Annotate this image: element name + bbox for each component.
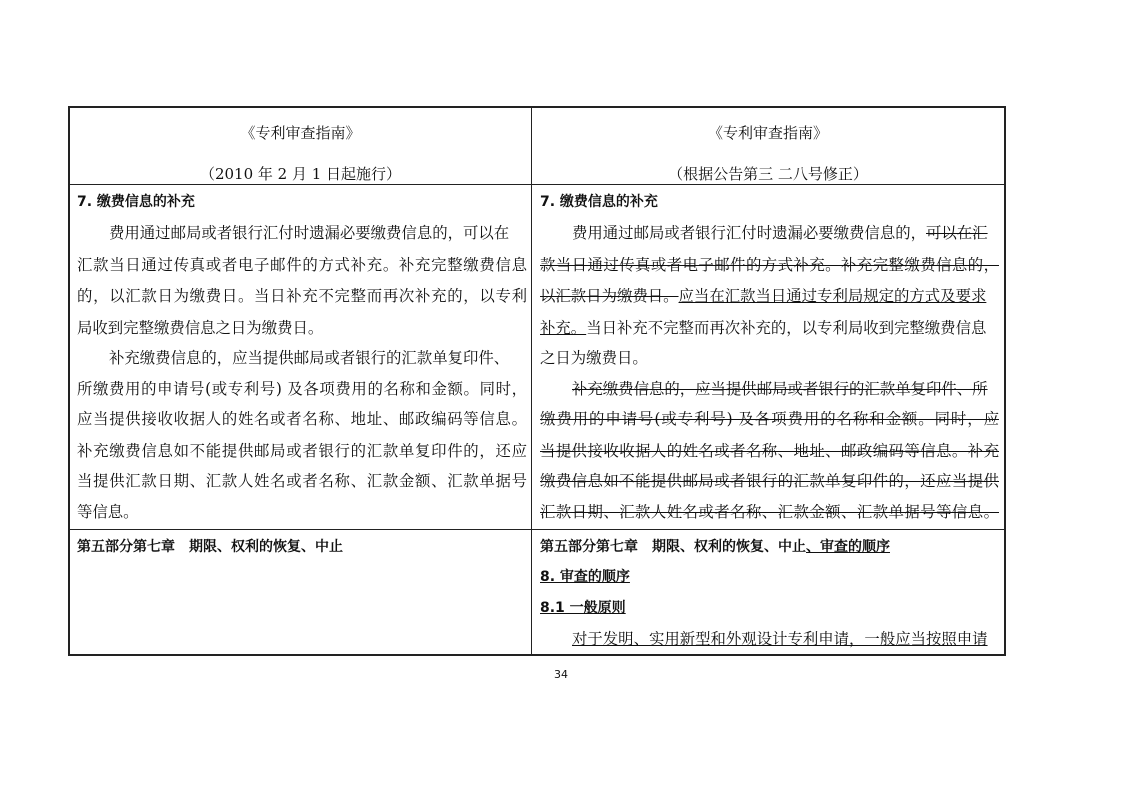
inserted-text: 应当在汇款当日通过专利局规定的方式及要求 <box>678 287 987 305</box>
left-content-cell <box>77 185 527 529</box>
deleted-text: 以汇款日为缴费日。 <box>540 287 679 305</box>
column-divider <box>531 106 532 656</box>
section-8-heading: 8. 审查的顺序 <box>540 569 630 585</box>
left-p2-line: 补充缴费信息的，应当提供邮局或者银行的汇款单复印件、 <box>109 349 510 367</box>
right-p1-line <box>540 318 986 338</box>
left-p2-line: 所缴费用的申请号(或专利号) 及各项费用的名称和金额。同时， <box>77 380 527 398</box>
deleted-text: 款当日通过传真或者电子邮件的方式补充。补充完整缴费信息的， <box>540 256 999 274</box>
right-content-cell <box>540 185 999 529</box>
inserted-text: 补充。 <box>540 319 587 337</box>
deleted-text: 汇款日期、汇款人姓名或者名称、汇款金额、汇款单据号等信息。 <box>540 503 999 521</box>
left-p1-line: 局收到完整缴费信息之日为缴费日。 <box>77 319 324 337</box>
page-number: 34 <box>554 668 568 681</box>
left-p1-line: 费用通过邮局或者银行汇付时遗漏必要缴费信息的，可以在 <box>109 224 510 242</box>
section-8-1-heading: 8.1 一般原则 <box>540 600 626 616</box>
left-chapter-title: 第五部分第七章 期限、权利的恢复、中止 <box>77 539 343 555</box>
deleted-text: 补充缴费信息的，应当提供邮局或者银行的汇款单复印件、所 <box>572 380 988 398</box>
right-header-cell <box>532 108 1004 184</box>
inserted-text: 、审查的顺序 <box>806 539 890 555</box>
left-header-title: 《专利审查指南》 <box>240 124 361 142</box>
right-p1-line: 之日为缴费日。 <box>540 349 648 367</box>
left-p2-line: 补充缴费信息如不能提供邮局或者银行的汇款单复印件的，还应 <box>77 442 527 460</box>
deleted-text: 可以在汇 <box>926 224 988 242</box>
left-p1-line: 的，以汇款日为缴费日。当日补充不完整而再次补充的，以专利 <box>77 287 527 305</box>
deleted-text: 当提供接收收据人的姓名或者名称、地址、邮政编码等信息。补充 <box>540 442 999 460</box>
deleted-text: 缴费信息如不能提供邮局或者银行的汇款单复印件的，还应当提供 <box>540 472 999 490</box>
unchanged-text: 费用通过邮局或者银行汇付时遗漏必要缴费信息的， <box>572 224 926 242</box>
right-heading: 7. 缴费信息的补充 <box>540 194 658 210</box>
left-p2-line: 等信息。 <box>77 503 139 521</box>
left-p2-line: 当提供汇款日期、汇款人姓名或者名称、汇款金额、汇款单据号 <box>77 472 527 490</box>
right-header-title: 《专利审查指南》 <box>707 124 828 142</box>
left-header-subtitle: （2010 年 2 月 1 日起施行） <box>199 165 402 183</box>
left-p1-line: 汇款当日通过传真或者电子邮件的方式补充。补充完整缴费信息 <box>77 256 527 274</box>
deleted-text: 缴费用的申请号(或专利号) 及各项费用的名称和金额。同时，应 <box>540 410 999 428</box>
unchanged-text: 当日补充不完整而再次补充的，以专利局收到完整缴费信息 <box>586 319 987 337</box>
inserted-text: 对于发明、实用新型和外观设计专利申请，一般应当按照申请 <box>572 630 988 648</box>
left-header-cell <box>70 108 531 184</box>
right-p1-line <box>540 223 988 243</box>
right-chapter-cell <box>540 530 999 654</box>
left-heading: 7. 缴费信息的补充 <box>77 194 195 210</box>
left-p2-line: 应当提供接收收据人的姓名或者名称、地址、邮政编码等信息。 <box>77 410 527 428</box>
right-chapter-title <box>540 537 890 557</box>
right-p1-line <box>540 286 986 306</box>
right-header-subtitle: （根据公告第三 二八号修正） <box>668 165 868 183</box>
left-chapter-cell <box>77 530 527 654</box>
unchanged-text: 第五部分第七章 期限、权利的恢复、中止 <box>540 539 806 555</box>
